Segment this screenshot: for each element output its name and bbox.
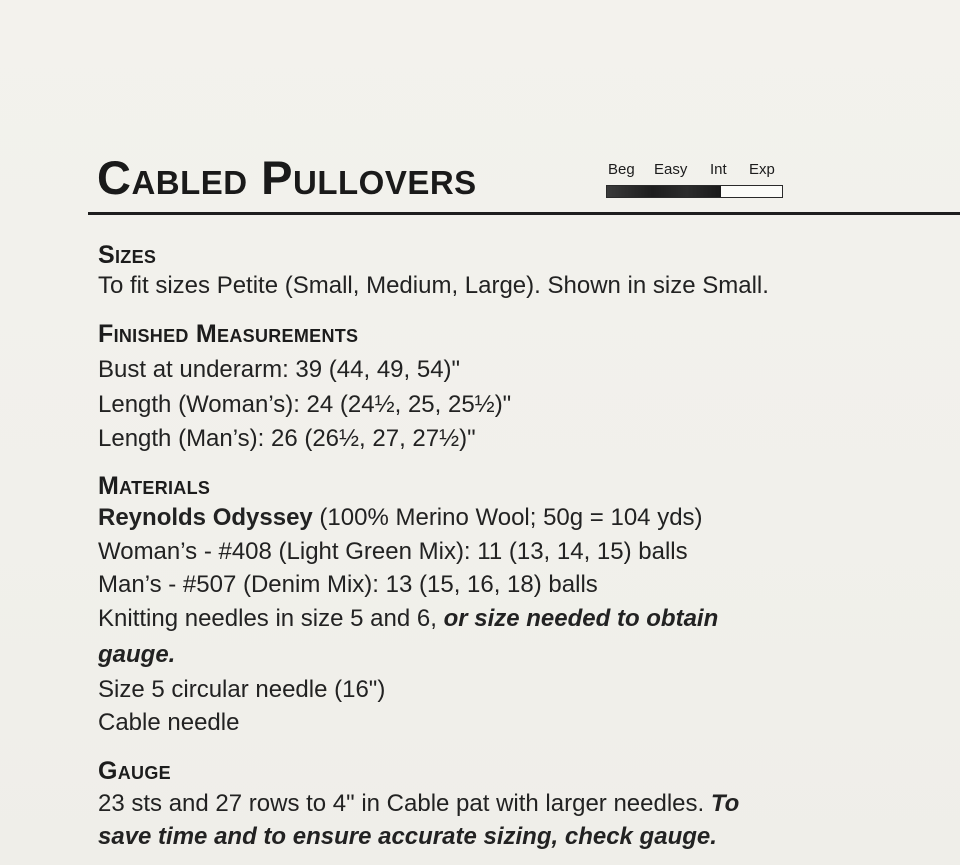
materials-needles [98,604,718,634]
materials-cable-needle: Cable needle [98,709,240,736]
title-divider [88,212,960,215]
needles-emphasis: or size needed to obtain [443,605,719,632]
skill-level-bar [606,185,783,198]
materials-circular-needle: Size 5 circular needle (16") [98,676,386,703]
sizes-heading: Sizes [98,241,157,269]
gauge-emphasis-continued: save time and to ensure accurate sizing, check gauge. [98,823,717,850]
materials-heading: Materials [98,472,211,500]
skill-level-fill [607,186,721,197]
measurement-length-man: Length (Man’s): 26 (26½, 27, 27½)" [98,425,476,452]
yarn-name: Reynolds Odyssey [98,504,313,531]
skill-level-labels [606,161,786,181]
measurement-length-woman: Length (Woman’s): 24 (24½, 25, 25½)" [98,391,512,418]
skill-label-easy: Easy [654,161,688,178]
materials-yarn [98,503,703,533]
finished-measurements-heading: Finished Measurements [98,320,359,348]
sizes-text: To fit sizes Petite (Small, Medium, Large). Shown in size Small. [98,272,769,299]
skill-level-indicator [606,161,786,203]
gauge-text [98,789,739,819]
needles-emphasis-continued: gauge. [98,641,176,668]
measurement-bust: Bust at underarm: 39 (44, 49, 54)" [98,356,461,383]
skill-label-beg: Beg [608,161,635,178]
needles-text: Knitting needles in size 5 and 6, [98,605,444,632]
materials-man-yarn: Man’s - #507 (Denim Mix): 13 (15, 16, 18) balls [98,571,598,598]
skill-label-exp: Exp [749,161,775,178]
page-title: Cabled Pullovers [97,151,477,204]
yarn-description: (100% Merino Wool; 50g = 104 yds) [312,504,703,531]
gauge-heading: Gauge [98,757,171,785]
materials-woman-yarn: Woman’s - #408 (Light Green Mix): 11 (13, 14, 15) balls [98,538,688,565]
gauge-description: 23 sts and 27 rows to 4" in Cable pat with larger needles. [98,790,711,817]
skill-label-int: Int [710,161,727,178]
gauge-emphasis: To [710,790,740,817]
